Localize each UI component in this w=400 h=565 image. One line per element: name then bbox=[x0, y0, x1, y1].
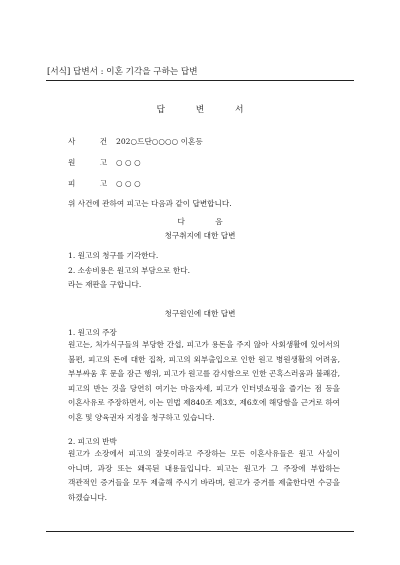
party-value-defendant: ○ ○ ○ bbox=[116, 179, 141, 188]
cause-heading: 청구원인에 대한 답변 bbox=[164, 309, 236, 318]
section-heading-defendant-rebuttal: 2. 피고의 반박 bbox=[68, 437, 117, 446]
party-label-plaintiff: 원 고 bbox=[68, 158, 119, 167]
claim-heading: 청구취지에 대한 답변 bbox=[164, 231, 236, 240]
party-label-case: 사 건 bbox=[68, 137, 119, 146]
section-body-defendant-rebuttal: 원고가 소장에서 피고의 잘못이라고 주장하는 모든 이혼사유들은 원고 사실이 아니며, 과장 또는 왜곡된 내용들입니다. 피고는 원고가 그 주장에 부합하는 객관적인 증거들을 모두 제출해 주시기 바라며, 원고가 증거를 제출한다면 수긍을 하겠습니다. bbox=[68, 449, 340, 502]
section-body-plaintiff-claim: 원고는, 처가식구들의 부당한 간섭, 피고가 용돈을 주지 않아 사회생활에 있어서의 불편, 피고의 돈에 대한 집착, 피고의 외부출입으로 인한 원고 병원생활의 어려움, 부부싸움 후 문을 잠근 행위, 피고가 원고를 감시함으로 인한 곤혹스러움과 불쾌감, 피고의 반는 것을 당연히 여기는 마음자세, 피고가 인터넷쇼핑을 즐기는 점 등을 이혼사유로 주장하면서, 이는 민법 제840조 제3호, 제6호에 해당함을 근거로 하여 이혼 및 양육권자 지정을 청구하고 있습니다. bbox=[68, 340, 340, 422]
next-heading: 다 음 bbox=[177, 217, 237, 226]
intro-sentence: 위 사건에 관하여 피고는 다음과 같이 답변합니다. bbox=[68, 199, 232, 208]
party-label-defendant: 피 고 bbox=[68, 179, 119, 188]
document-title: 답 변 서 bbox=[156, 105, 258, 115]
party-value-plaintiff: ○ ○ ○ bbox=[116, 158, 141, 167]
party-value-case: 202○드단○○○○ 이혼등 bbox=[116, 137, 203, 146]
claim-closing: 라는 재판을 구합니다. bbox=[68, 280, 142, 289]
claim-answer-1: 1. 원고의 청구를 기각한다. bbox=[68, 251, 159, 260]
form-caption: [서식] 답변서 : 이혼 기각을 구하는 답변 bbox=[47, 67, 198, 77]
answer-document bbox=[46, 80, 354, 532]
claim-answer-2: 2. 소송비용은 원고의 부담으로 한다. bbox=[68, 266, 191, 275]
section-heading-plaintiff-claim: 1. 원고의 주장 bbox=[68, 328, 117, 337]
